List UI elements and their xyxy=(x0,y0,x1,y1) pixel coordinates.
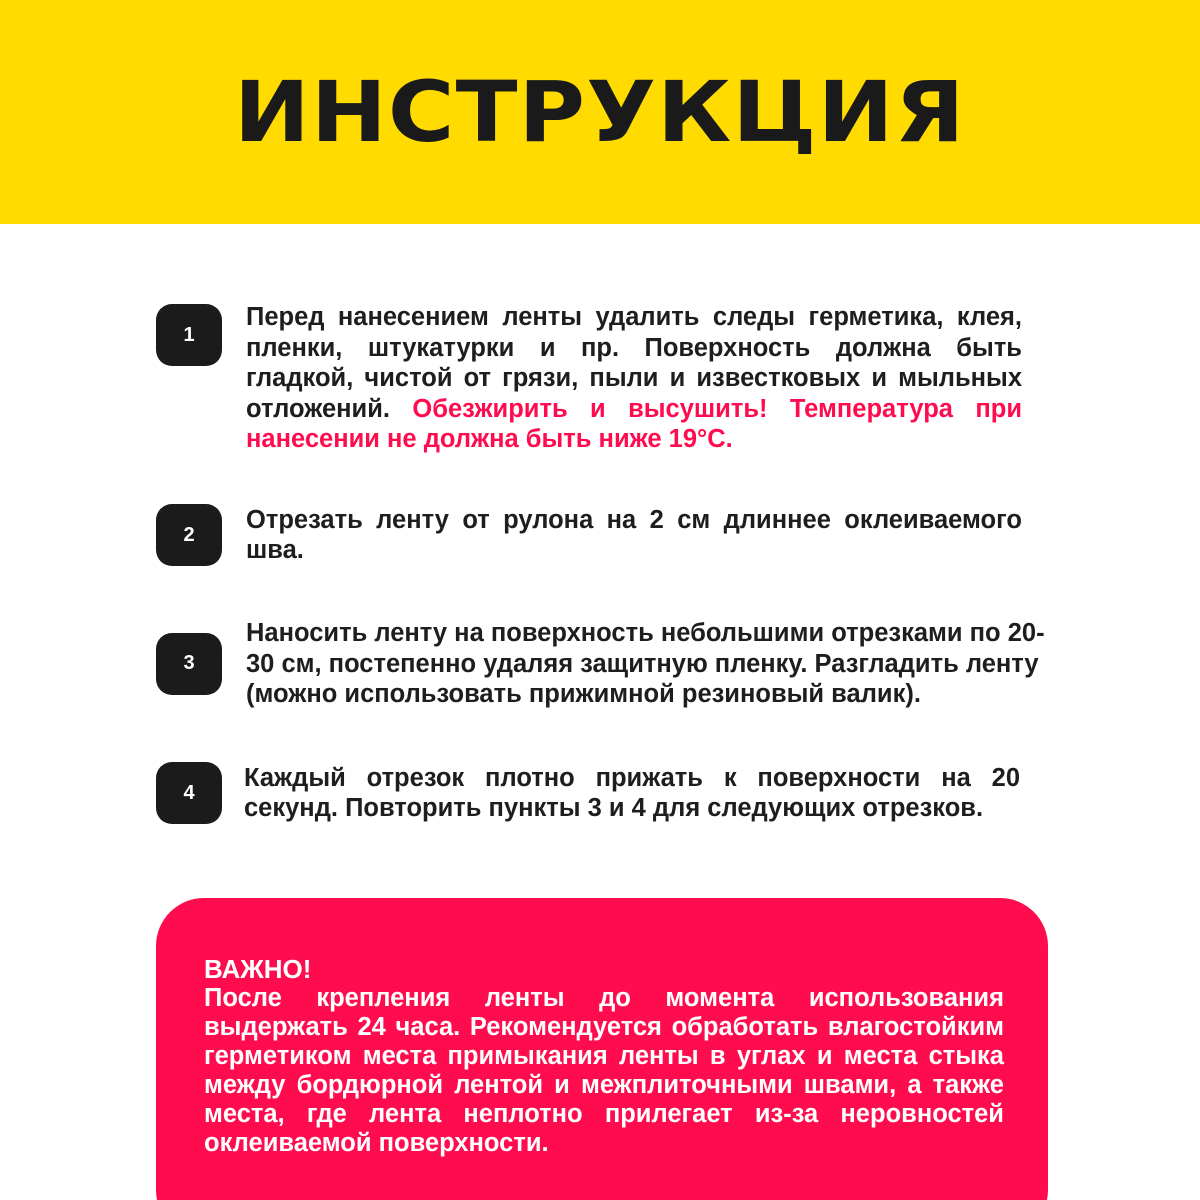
step-description: Каждый отрезок плотно прижать к поверхности на 20 секунд. Повторить пункты 3 и 4 для следующих отрезков. xyxy=(244,763,1020,822)
step-description: Отрезать ленту от рулона на 2 см длиннее оклеиваемого шва. xyxy=(246,505,1022,564)
instruction-step-1 xyxy=(156,302,1056,455)
step-number-badge: 4 xyxy=(156,762,222,824)
important-heading: ВАЖНО! xyxy=(204,954,312,984)
step-text xyxy=(246,302,1022,455)
step-number-badge: 2 xyxy=(156,504,222,566)
step-description: Перед нанесением ленты удалить следы герметика, клея, пленки, штукатурки и пр. Поверхность должна быть гладкой, чистой от грязи, пыли и известковых и мыльных отложений. xyxy=(246,303,1022,423)
instruction-step-2 xyxy=(156,504,1056,566)
important-notice-panel xyxy=(156,898,1048,1200)
header-banner xyxy=(0,0,1200,224)
important-text: После крепления ленты до момента использования выдержать 24 часа. Рекомендуется обработать влагостойким герметиком места примыкания ленты в углах и места стыка между бордюрной лентой и межплиточными швами, а также места, где лента неплотно прилегает из-за неровностей оклеиваемой поверхности. xyxy=(204,984,1004,1157)
step-description: Наносить ленту на поверхность небольшими отрезками по 20-30 см, постепенно удаляя защитную пленку. Разгладить ленту (можно использовать прижимной резиновый валик). xyxy=(246,619,1045,708)
step-number-badge: 1 xyxy=(156,304,222,366)
page-title: ИНСТРУКЦИЯ xyxy=(234,63,966,161)
instruction-step-4 xyxy=(156,762,1056,824)
step-number-badge: 3 xyxy=(156,633,222,695)
step-warning: Обезжирить и высушить! Температура при нанесении не должна быть ниже 19°С. xyxy=(246,394,1023,453)
instruction-step-3 xyxy=(156,618,1056,710)
